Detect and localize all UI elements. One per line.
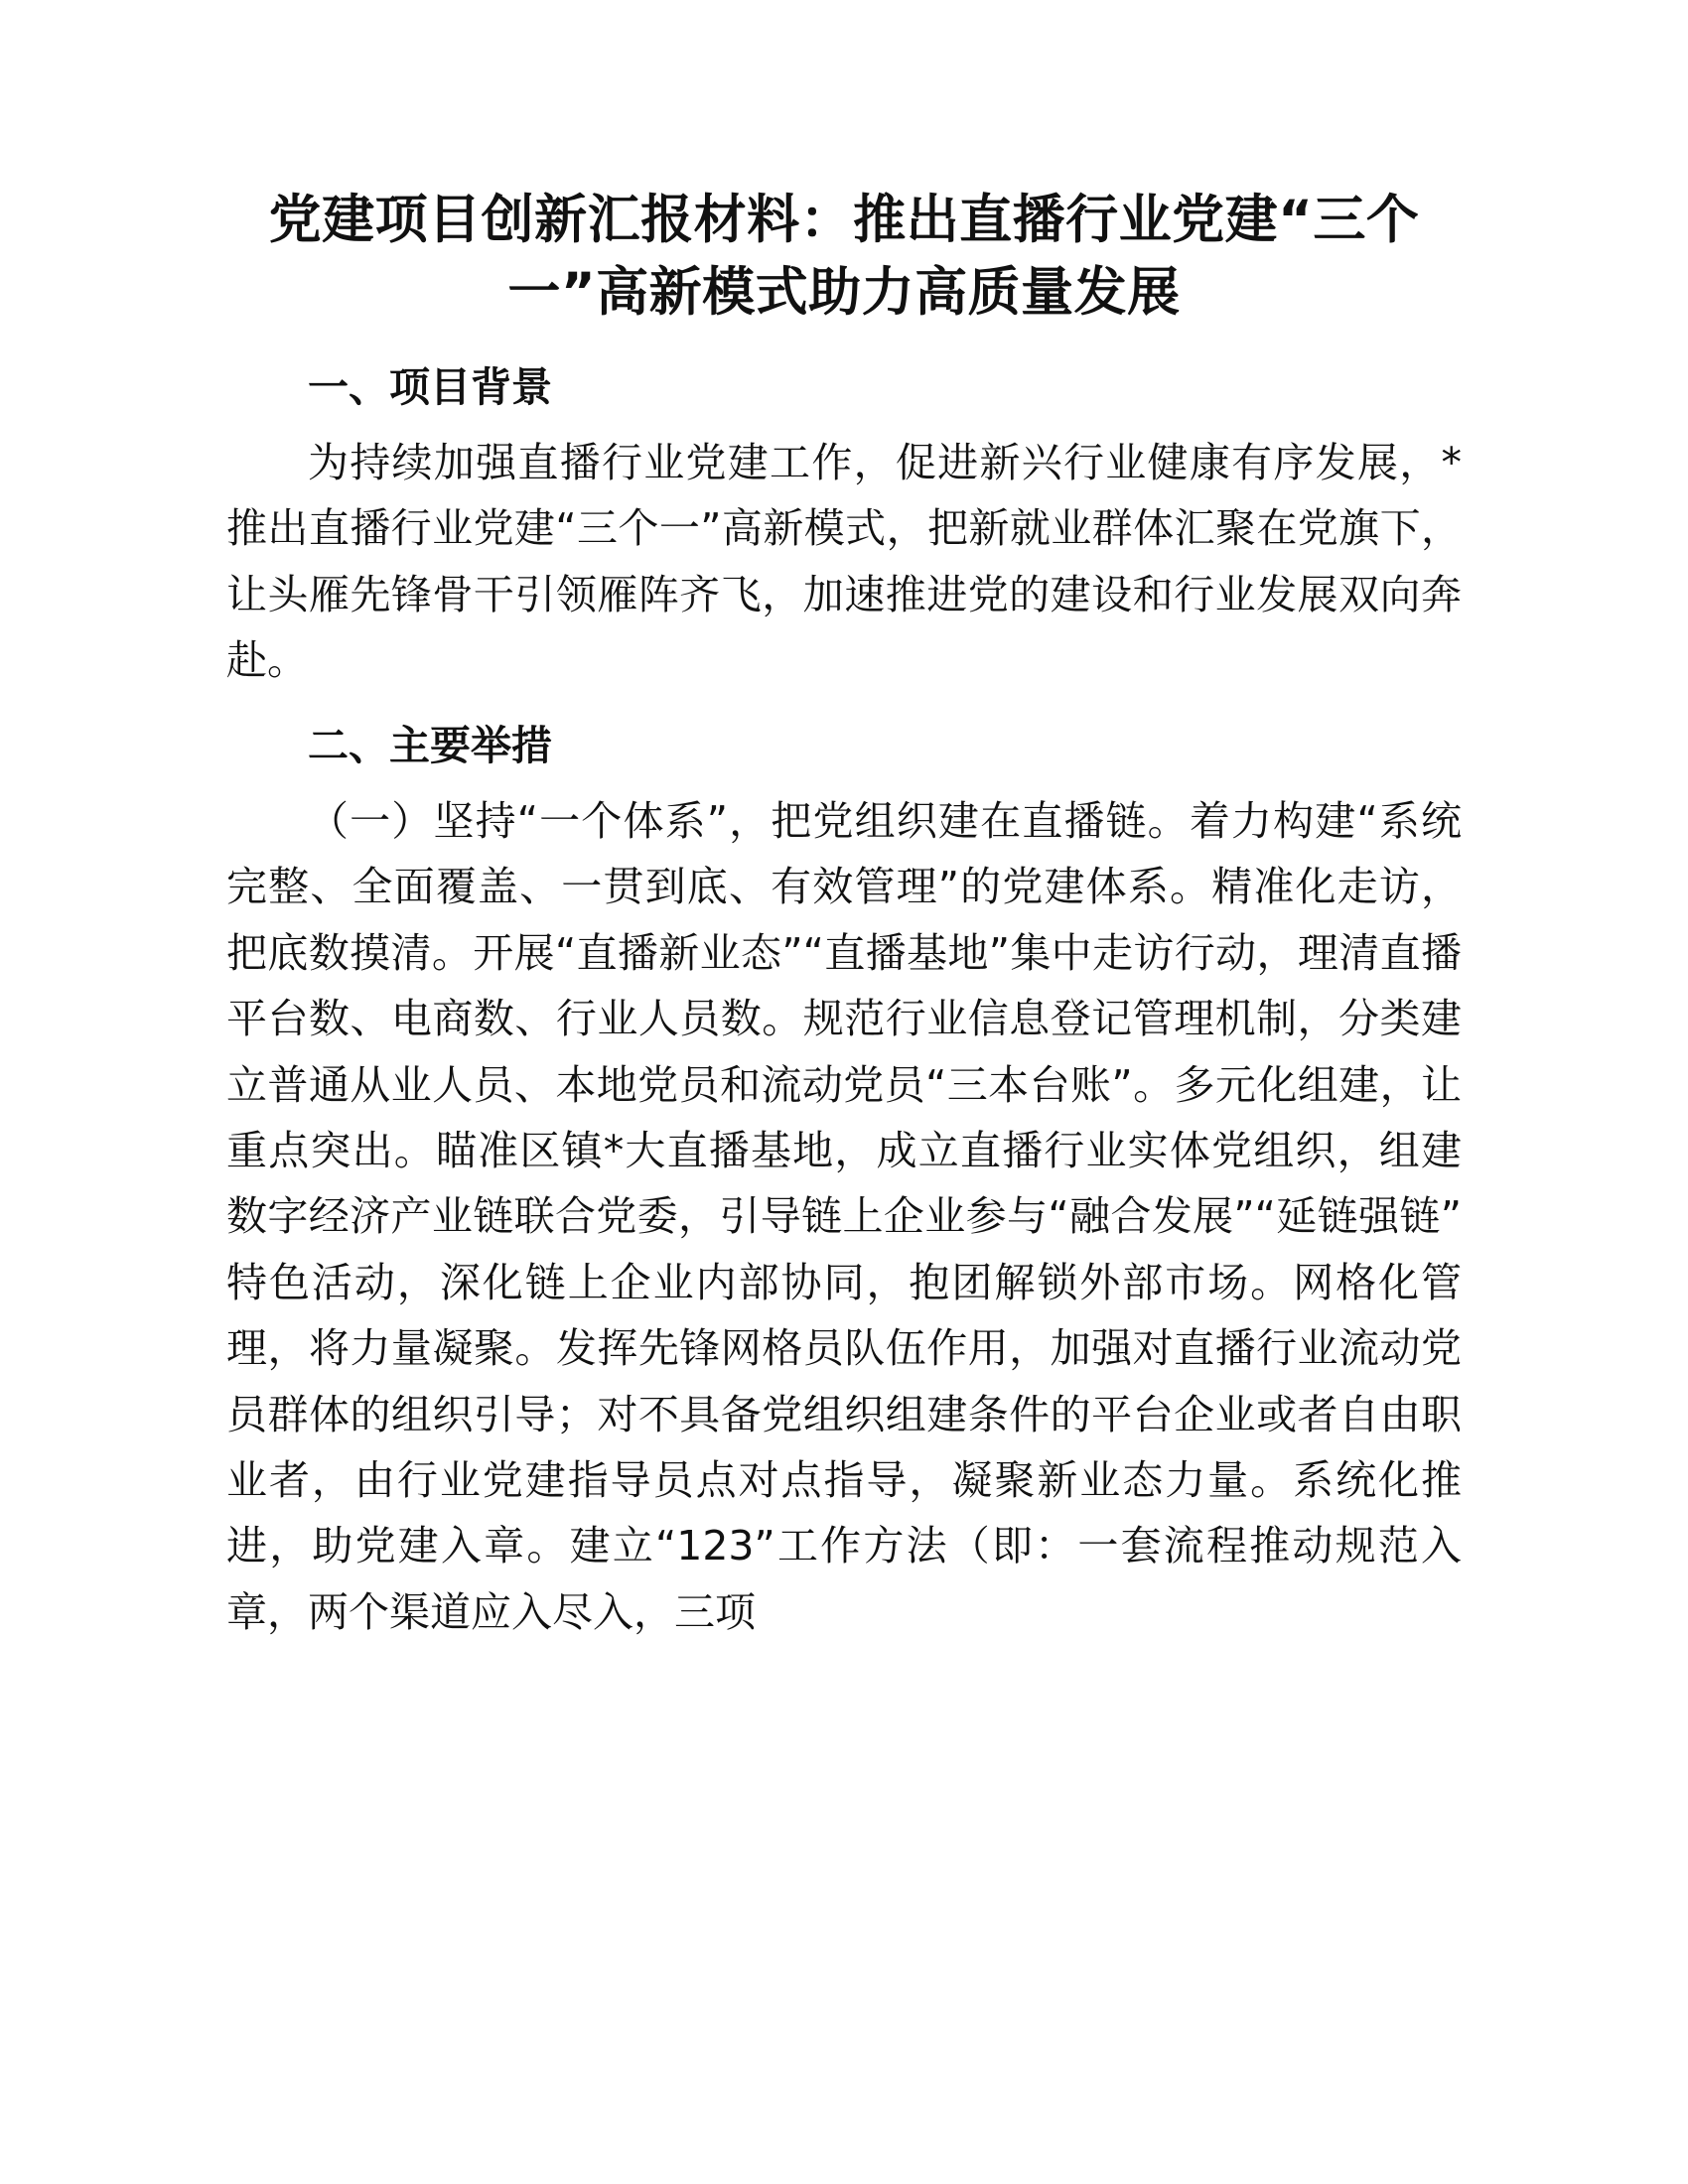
section-heading-measures: 二、主要举措	[308, 722, 552, 770]
paragraph-measure-one: （一）坚持“一个体系”，把党组织建在直播链。着力构建“系统完整、全面覆盖、一贯到底、有效管理”的党建体系。精准化走访，把底数摸清。开展“直播新业态”“直播基地”集中走访行动，理清直播平台数、电商数、行业人员数。规范行业信息登记管理机制，分类建立普通从业人员、本地党员和流动党员“三本台账”。多元化组建，让重点突出。瞄准区镇*大直播基地，成立直播行业实体党组织，组建数字经济产业链联合党委，引导链上企业参与“融合发展”“延链强链”特色活动，深化链上企业内部协同，抱团解锁外部市场。网格化管理，将力量凝聚。发挥先锋网格员队伍作用，加强对直播行业流动党员群体的组织引导；对不具备党组织组建条件的平台企业或者自由职业者，由行业党建指导员点对点指导，凝聚新业态力量。系统化推进，助党建入章。建立“123”工作方法（即：一套流程推动规范入章，两个渠道应入尽入，三项	[226, 796, 1462, 1636]
section-heading-background: 一、项目背景	[308, 363, 552, 412]
page-title: 党建项目创新汇报材料：推出直播行业党建“三个一”高新模式助力高质量发展	[268, 190, 1420, 324]
paragraph-background: 为持续加强直播行业党建工作，促进新兴行业健康有序发展，*推出直播行业党建“三个一”高新模式，把新就业群体汇聚在党旗下，让头雁先锋骨干引领雁阵齐飞，加速推进党的建设和行业发展双向奔赴。	[226, 438, 1462, 685]
